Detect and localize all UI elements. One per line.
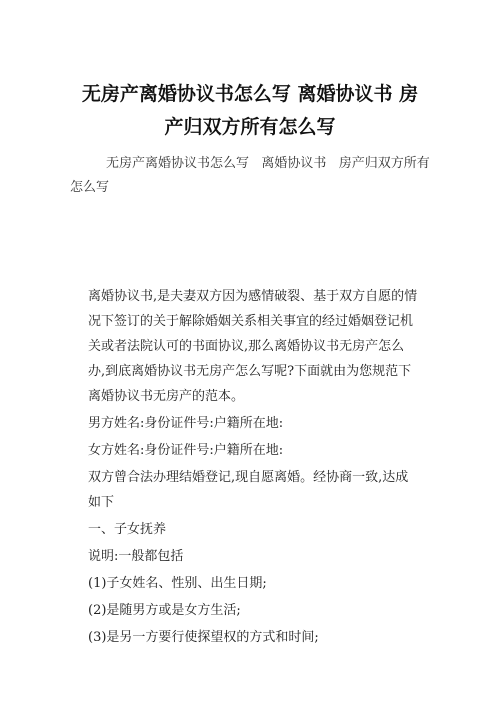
- list-item-2: (2)是随男方或是女方生活;: [88, 603, 241, 618]
- document-subtitle: 无房产离婚协议书怎么写 离婚协议书 房产归双方所有怎么写: [70, 156, 430, 195]
- paragraph-female-party: 女方姓名:身份证件号:户籍所在地:: [88, 443, 284, 458]
- document-body: [88, 284, 420, 652]
- title-line-1: 无房产离婚协议书怎么写 离婚协议书 房: [81, 83, 419, 105]
- section-heading-child-custody: 一、子女抚养: [88, 522, 167, 537]
- paragraph-note: 说明:一般都包括: [88, 549, 184, 564]
- paragraph-intro: 离婚协议书,是夫妻双方因为感情破裂、基于双方自愿的情况下签订的关于解除婚姻关系相关事宜的经过婚姻登记机关或者法院认可的书面协议,那么离婚协议书无房产怎么办,到底离婚协议书无房产怎么写呢?下面就由为您规范下离婚协议书无房产的范本。: [88, 289, 418, 404]
- list-item-3: (3)是另一方要行使探望权的方式和时间;: [88, 630, 319, 645]
- list-item-1: (1)子女姓名、性别、出生日期;: [88, 576, 267, 591]
- paragraph-agreement: 双方曾合法办理结婚登记,现自愿离婚。经协商一致,达成如下: [88, 470, 409, 510]
- title-line-2: 产归双方所有怎么写: [164, 116, 336, 138]
- document-title: [60, 78, 440, 144]
- paragraph-male-party: 男方姓名:身份证件号:户籍所在地:: [88, 416, 284, 431]
